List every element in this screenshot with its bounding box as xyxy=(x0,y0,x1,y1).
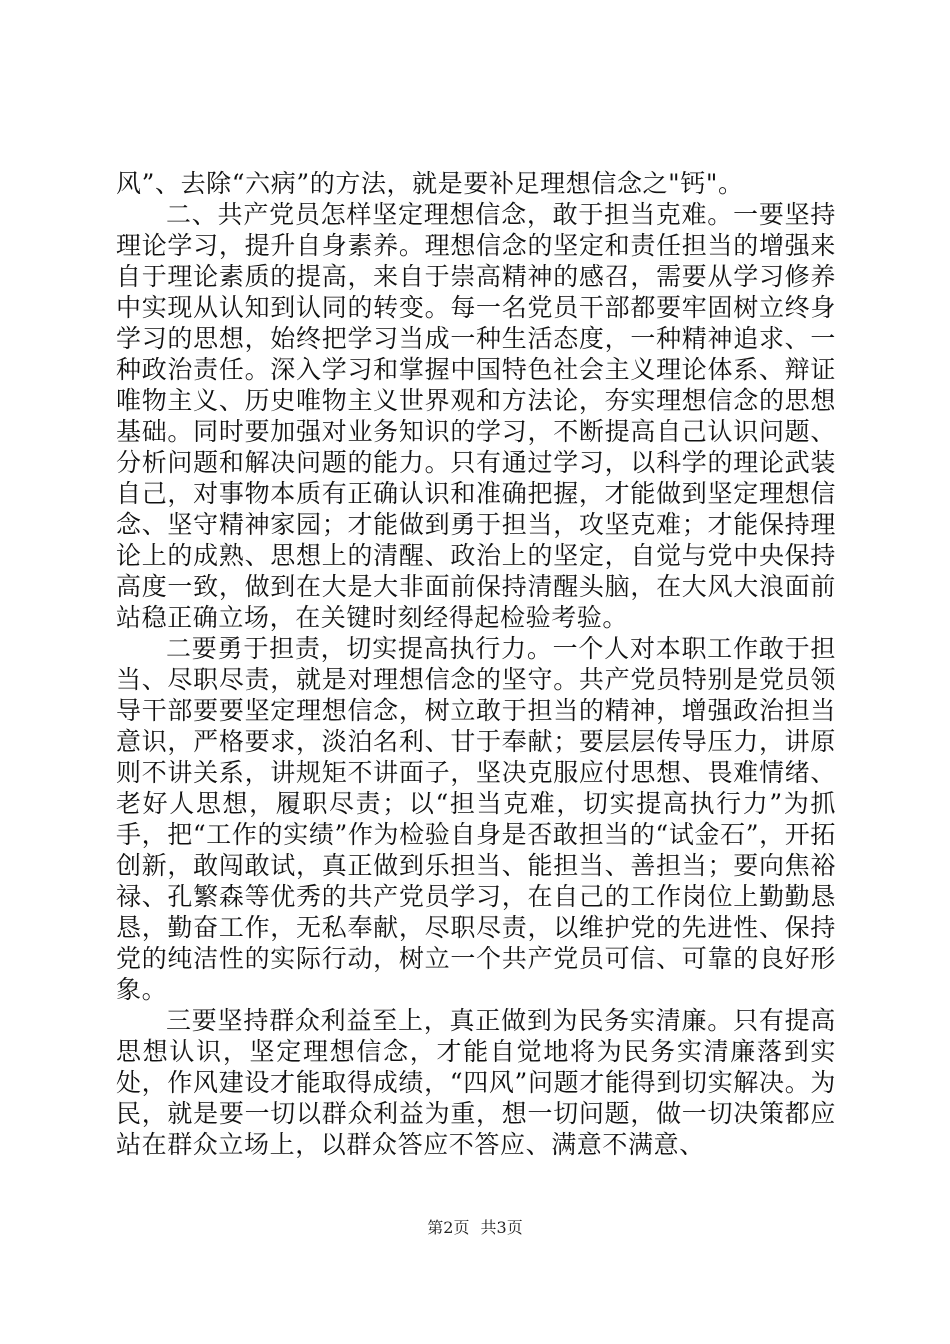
paragraph-people-interest: 三要坚持群众利益至上，真正做到为民务实清廉。只有提高思想认识，坚定理想信念，才能自觉地将为民务实清廉落到实处，作风建设才能取得成绩，“四风”问题才能得到切实解决。为民，就是要一切以群众利益为重，想一切问题，做一切决策都应站在群众立场上，以群众答应不答应、满意不满意、 xyxy=(116,1006,836,1159)
document-body xyxy=(116,168,836,1160)
page-footer xyxy=(0,1215,950,1238)
page-total: 共3页 xyxy=(480,1218,523,1237)
paragraph-section-two: 二、共产党员怎样坚定理想信念，敢于担当克难。一要坚持理论学习，提升自身素养。理想信念的坚定和责任担当的增强来自于理论素质的提高，来自于崇高精神的感召，需要从学习修养中实现从认知到认同的转变。每一名党员干部都要牢固树立终身学习的思想，始终把学习当成一种生活态度，一种精神追求、一种政治责任。深入学习和掌握中国特色社会主义理论体系、辩证唯物主义、历史唯物主义世界观和方法论，夯实理想信念的思想基础。同时要加强对业务知识的学习，不断提高自己认识问题、分析问题和解决问题的能力。只有通过学习，以科学的理论武装自己，对事物本质有正确认识和准确把握，才能做到坚定理想信念、坚守精神家园；才能做到勇于担当，攻坚克难；才能保持理论上的成熟、思想上的清醒、政治上的坚定，自觉与党中央保持高度一致，做到在大是大非面前保持清醒头脑，在大风大浪面前站稳正确立场，在关键时刻经得起检验考验。 xyxy=(116,200,836,632)
paragraph-responsibility: 二要勇于担责，切实提高执行力。一个人对本职工作敢于担当、尽职尽责，就是对理想信念的坚守。共产党员特别是党员领导干部要要坚定理想信念，树立敢于担当的精神，增强政治担当意识，严格要求，淡泊名利、甘于奉献；要层层传导压力，讲原则不讲关系，讲规矩不讲面子，坚决克服应付思想、畏难情绪、老好人思想，履职尽责；以“担当克难，切实提高执行力”为抓手，把“工作的实绩”作为检验自身是否敢担当的“试金石”，开拓创新，敢闯敢试，真正做到乐担当、能担当、善担当；要向焦裕禄、孔繁森等优秀的共产党员学习，在自己的工作岗位上勤勤恳恳，勤奋工作，无私奉献，尽职尽责，以维护党的先进性、保持党的纯洁性的实际行动，树立一个共产党员可信、可靠的良好形象。 xyxy=(116,634,836,1004)
page-number: 第2页 xyxy=(427,1218,470,1237)
paragraph-continuation: 风”、去除“六病”的方法，就是要补足理想信念之"钙"。 xyxy=(116,169,744,198)
